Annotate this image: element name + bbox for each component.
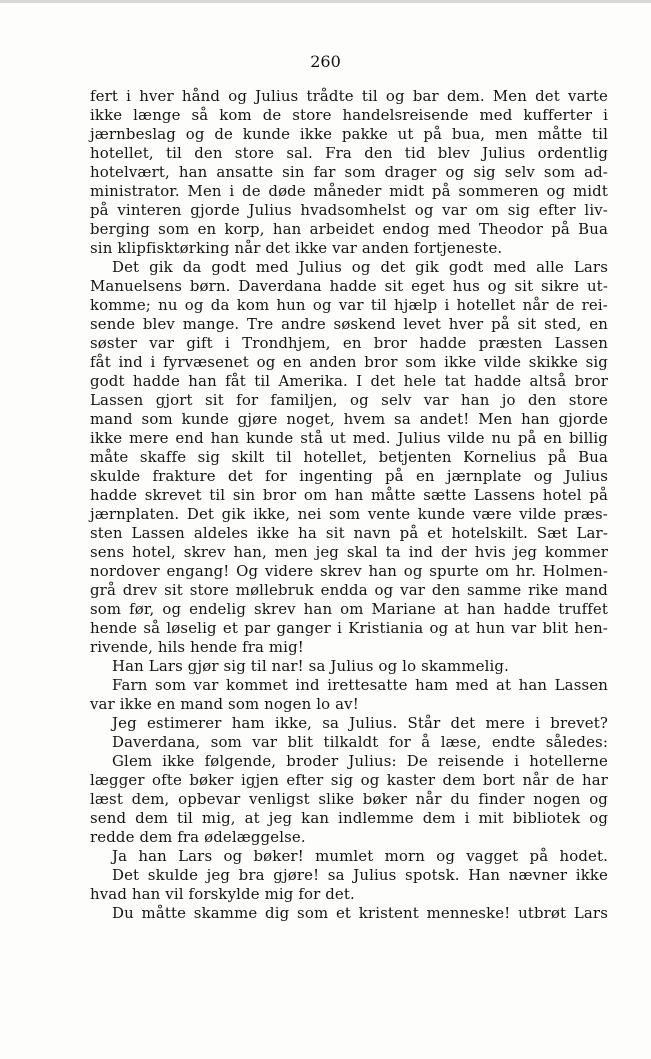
text-line: var ikke en mand som nogen lo av! [90,695,359,713]
text-line: lægger ofte bøker igjen efter sig og kaster dem bort når de har [90,771,608,789]
text-line: hotelvært, han ansatte sin far som drager og sig selv som ad- [90,163,608,181]
page-number: 260 [310,52,341,71]
page-top-edge [0,0,651,3]
text-line: fert i hver hånd og Julius trådte til og bar dem. Men det varte [90,87,608,105]
text-line: jærnbeslag og de kunde ikke pakke ut på bua, men måtte til [90,125,608,143]
text-line: sin klipfisktørking når det ikke var anden fortjeneste. [90,239,503,257]
text-line: send dem til mig, at jeg kan indlemme dem i mit bibliotek og [90,809,608,827]
body-text [90,87,608,923]
text-line: grå drev sit store møllebruk endda og var den samme rike mand [90,581,608,599]
text-line: skulde frakture det for ingenting på en jærnplate og Julius [90,467,608,485]
text-line: ministrator. Men i de døde måneder midt på sommeren og midt [90,182,608,200]
text-line: komme; nu og da kom hun og var til hjælp i hotellet når de rei- [90,296,608,314]
text-line: Ja han Lars og bøker! mumlet morn og vagget på hodet. [112,847,608,865]
text-line: søster var gift i Trondhjem, en bror hadde præsten Lassen [90,334,608,352]
text-line: Han Lars gjør sig til nar! sa Julius og lo skammelig. [112,657,509,675]
text-line: nordover engang! Og videre skrev han og spurte om hr. Holmen- [90,562,608,580]
text-line: hende så løselig et par ganger i Kristiania og at hun var blit hen- [90,619,608,637]
text-line: ikke længe så kom de store handelsreisende med kufferter i [90,106,608,124]
text-line: Det gik da godt med Julius og det gik godt med alle Lars [112,258,608,276]
text-line: sens hotel, skrev han, men jeg skal ta ind der hvis jeg kommer [90,543,608,561]
text-line: hvad han vil forskylde mig for det. [90,885,355,903]
text-line: mand som kunde gjøre noget, hvem sa andet! Men han gjorde [90,410,608,428]
text-line: Lassen gjort sit for familjen, og selv var han jo den store [90,391,608,409]
text-line: måte skaffe sig skilt til hotellet, betjenten Kornelius på Bua [90,448,608,466]
text-line: Glem ikke følgende, broder Julius: De reisende i hotellerne [112,752,608,770]
text-line: læst dem, opbevar venligst slike bøker når du finder nogen og [90,790,608,808]
text-line: som før, og endelig skrev han om Mariane at han hadde truffet [90,600,608,618]
text-line: sende blev mange. Tre andre søskend levet hver på sit sted, en [90,315,608,333]
text-line: Du måtte skamme dig som et kristent menneske! utbrøt Lars [112,904,608,922]
text-line: berging som en korp, han arbeidet endog med Theodor på Bua [90,220,608,238]
text-line: redde dem fra ødelæggelse. [90,828,306,846]
text-line: Farn som var kommet ind irettesatte ham med at han Lassen [112,676,608,694]
text-line: jærnplaten. Det gik ikke, nei som vente kunde være vilde præs- [90,505,608,523]
text-line: Manuelsens børn. Daverdana hadde sit eget hus og sit sikre ut- [90,277,608,295]
text-line: på vinteren gjorde Julius hvadsomhelst og var om sig efter liv- [90,201,608,219]
text-line: fåt ind i fyrvæsenet og en anden bror som ikke vilde skikke sig [90,353,608,371]
text-line: Jeg estimerer ham ikke, sa Julius. Står det mere i brevet? [112,714,608,732]
text-line: hadde skrevet til sin bror om han måtte sætte Lassens hotel på [90,486,608,504]
text-line: hotellet, til den store sal. Fra den tid blev Julius ordentlig [90,144,608,162]
text-line: godt hadde han fåt til Amerika. I det hele tat hadde altså bror [90,372,608,390]
text-line: sten Lassen aldeles ikke ha sit navn på et hotelskilt. Sæt Lar- [90,524,608,542]
text-line: rivende, hils hende fra mig! [90,638,304,656]
text-line: Det skulde jeg bra gjøre! sa Julius spotsk. Han nævner ikke [112,866,608,884]
text-line: Daverdana, som var blit tilkaldt for å læse, endte således: [112,733,608,751]
text-line: ikke mere end han kunde stå ut med. Julius vilde nu på en billig [90,429,608,447]
